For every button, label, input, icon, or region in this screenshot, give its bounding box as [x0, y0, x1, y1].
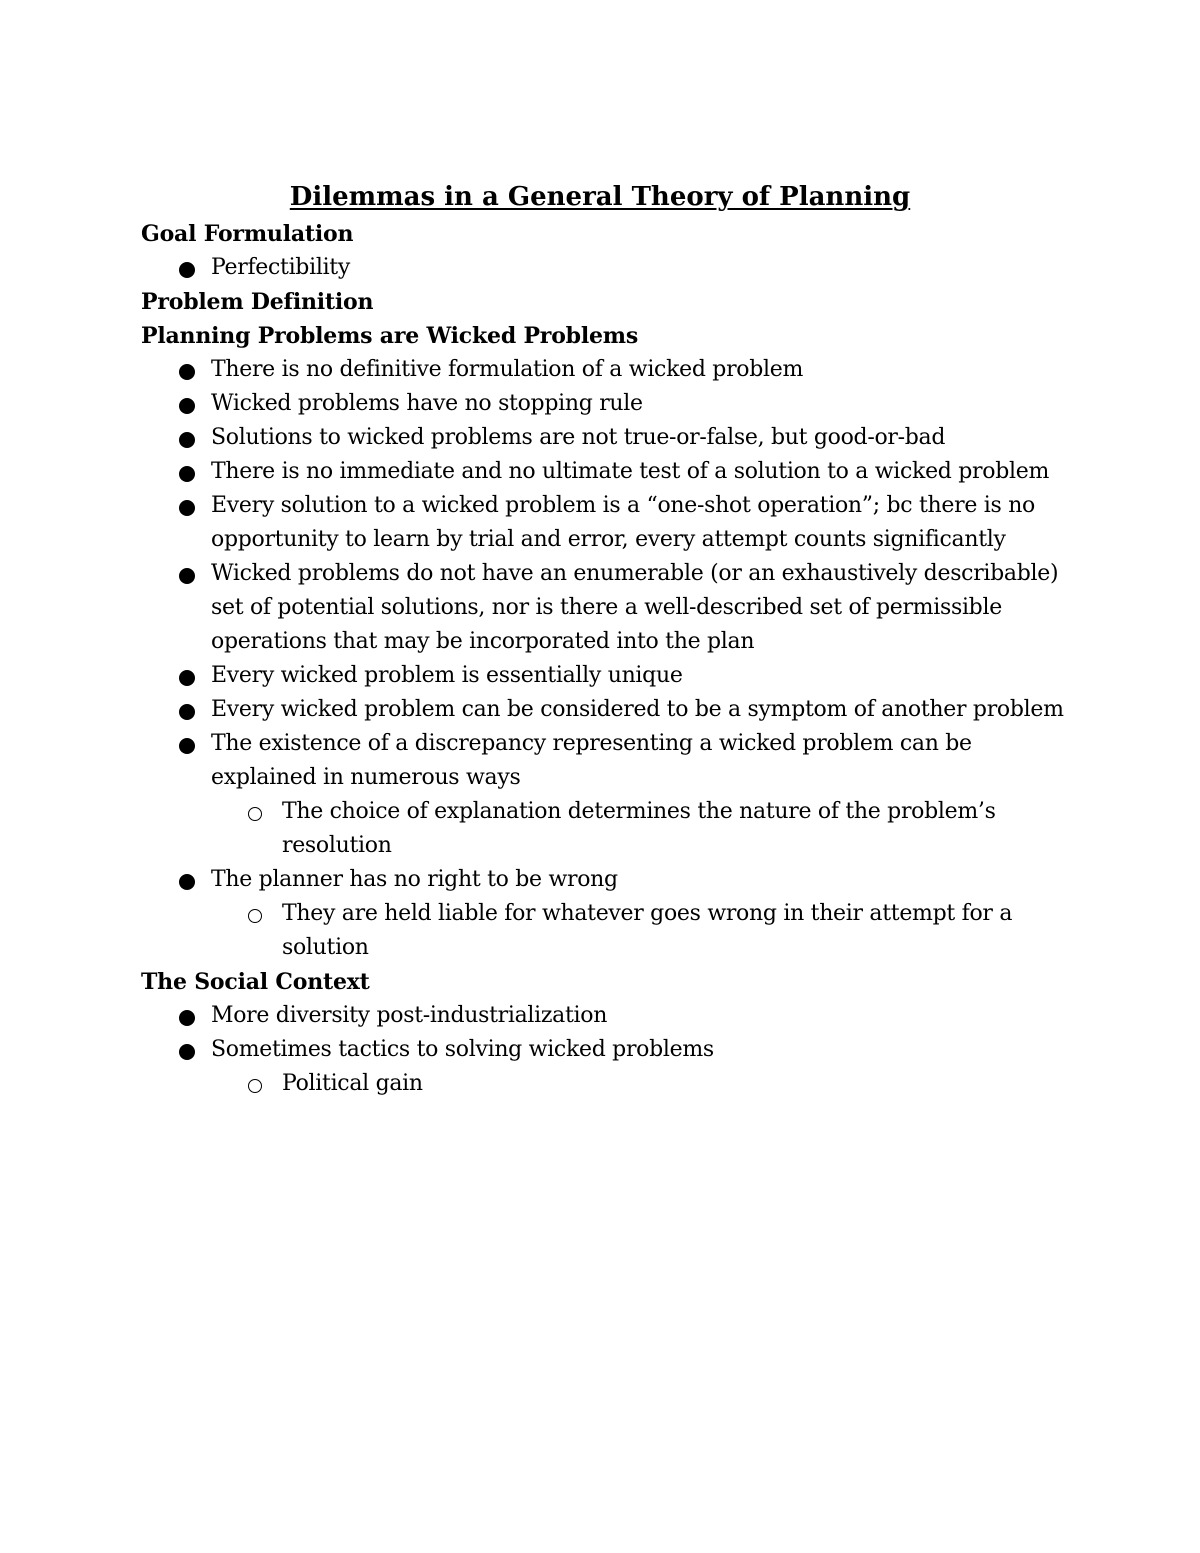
list-item-text: Sometimes tactics to solving wicked problems [211, 1037, 714, 1062]
bullet-list [141, 999, 1071, 1101]
bullet-list [141, 251, 1071, 285]
list-item-text: Perfectibility [211, 255, 350, 280]
section-heading-social-context: The Social Context [141, 969, 370, 995]
list-item-text: Every wicked problem can be considered to be a symptom of another problem [211, 697, 1064, 722]
filled-bullet-icon [179, 500, 195, 516]
hollow-bullet-icon [248, 1079, 262, 1093]
section-heading-problem-definition: Problem Definition [141, 289, 374, 315]
filled-bullet-icon [179, 1010, 195, 1026]
list-item-text: Every wicked problem is essentially unique [211, 663, 683, 688]
sub-list-item [282, 1067, 1071, 1101]
sub-list-item-text: Political gain [282, 1071, 423, 1096]
list-item-text: There is no immediate and no ultimate test of a solution to a wicked problem [211, 459, 1050, 484]
list-item [211, 693, 1071, 727]
list-item [211, 557, 1071, 659]
sub-bullet-list [211, 897, 1071, 965]
filled-bullet-icon [179, 364, 195, 380]
filled-bullet-icon [179, 262, 195, 278]
list-item-text: The planner has no right to be wrong [211, 867, 618, 892]
list-item-text: There is no definitive formulation of a wicked problem [211, 357, 804, 382]
document-body [141, 217, 1071, 1101]
list-item [211, 387, 1071, 421]
list-item [211, 353, 1071, 387]
sub-list-item [282, 795, 1071, 863]
hollow-bullet-icon [248, 807, 262, 821]
list-item-text: Solutions to wicked problems are not true-or-false, but good-or-bad [211, 425, 946, 450]
list-item [211, 863, 1071, 965]
filled-bullet-icon [179, 1044, 195, 1060]
list-item [211, 999, 1071, 1033]
list-item [211, 421, 1071, 455]
list-item-text: Wicked problems have no stopping rule [211, 391, 643, 416]
filled-bullet-icon [179, 466, 195, 482]
sub-list-item [282, 897, 1071, 965]
list-item-text: Wicked problems do not have an enumerable (or an exhaustively describable) set of potential solutions, nor is there a well-described set of permissible operations that may be incorporated into the plan [211, 561, 1059, 654]
bullet-list [141, 353, 1071, 965]
list-item [211, 251, 1071, 285]
list-item [211, 489, 1071, 557]
filled-bullet-icon [179, 398, 195, 414]
sub-list-item-text: The choice of explanation determines the nature of the problem’s resolution [282, 799, 996, 858]
filled-bullet-icon [179, 670, 195, 686]
filled-bullet-icon [179, 738, 195, 754]
list-item [211, 727, 1071, 863]
list-item [211, 659, 1071, 693]
list-item [211, 455, 1071, 489]
filled-bullet-icon [179, 704, 195, 720]
list-item [211, 1033, 1071, 1101]
document-title: Dilemmas in a General Theory of Planning [289, 182, 911, 212]
filled-bullet-icon [179, 874, 195, 890]
sub-bullet-list [211, 1067, 1071, 1101]
list-item-text: Every solution to a wicked problem is a “one-shot operation”; bc there is no opportunity to learn by trial and error, every attempt counts significantly [211, 493, 1036, 552]
section-heading-wicked-problems: Planning Problems are Wicked Problems [141, 323, 639, 349]
filled-bullet-icon [179, 568, 195, 584]
sub-list-item-text: They are held liable for whatever goes wrong in their attempt for a solution [282, 901, 1013, 960]
sub-bullet-list [211, 795, 1071, 863]
filled-bullet-icon [179, 432, 195, 448]
hollow-bullet-icon [248, 909, 262, 923]
section-heading-goal-formulation: Goal Formulation [141, 221, 354, 247]
list-item-text: The existence of a discrepancy representing a wicked problem can be explained in numerous ways [211, 731, 972, 790]
list-item-text: More diversity post-industrialization [211, 1003, 608, 1028]
